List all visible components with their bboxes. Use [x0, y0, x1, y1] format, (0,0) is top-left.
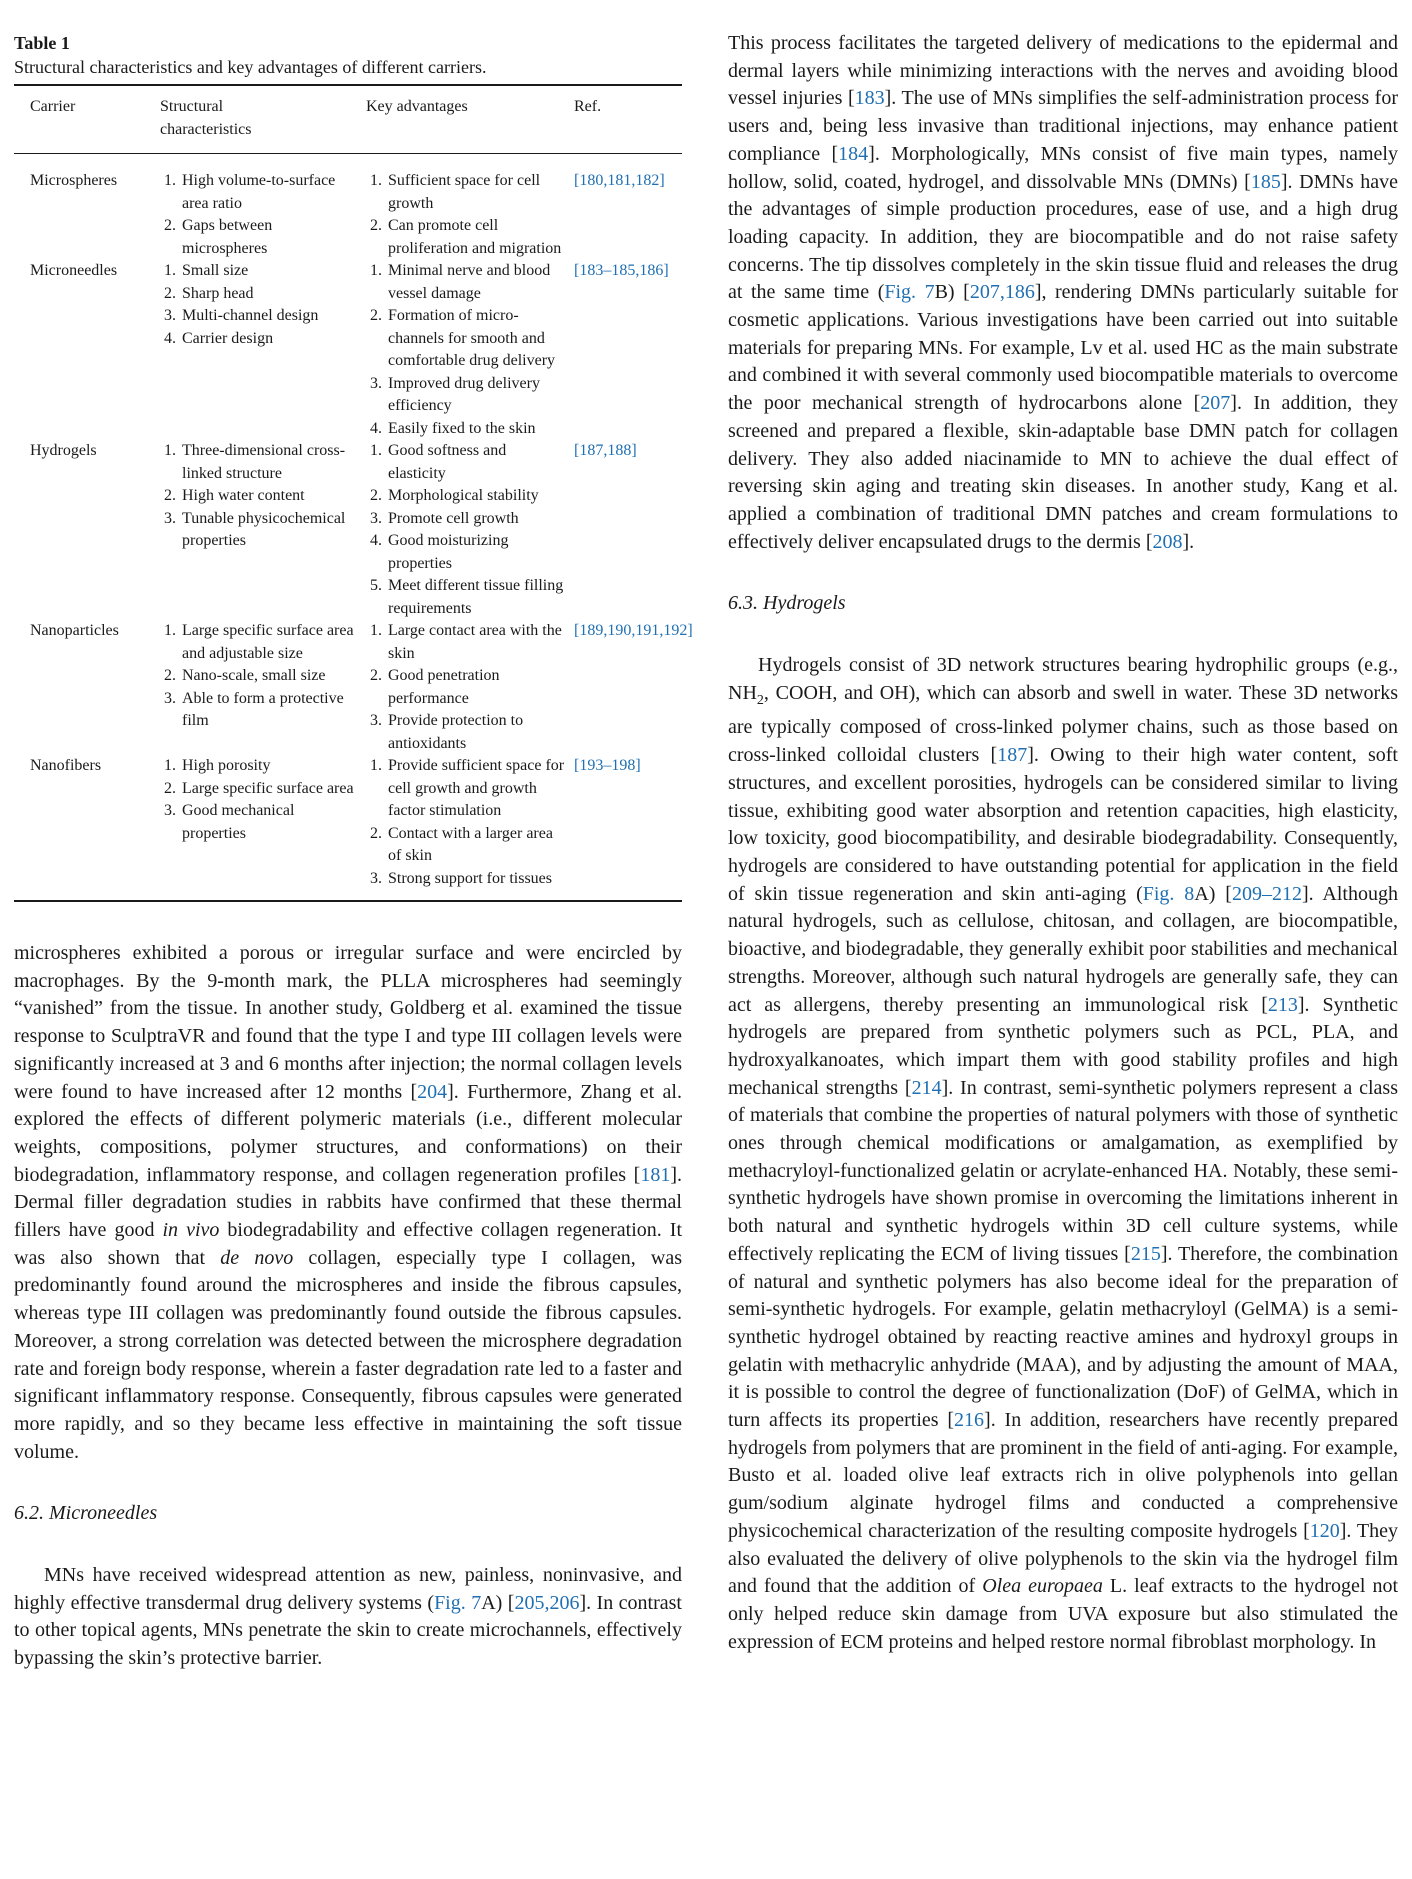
advantage-item: 1. Sufficient space for cell growth	[386, 170, 566, 215]
structural-list	[156, 620, 356, 733]
advantage-item: 2. Formation of micro-channels for smooth and comfortable drug delivery	[386, 305, 566, 373]
right-column	[728, 30, 1398, 1656]
ref-cell: [189,190,191,192]	[574, 622, 693, 639]
carrier-cell: Microneedles	[30, 262, 118, 279]
structural-item: 2. High water content	[180, 485, 356, 508]
structural-item: 3. Good mechanical properties	[180, 800, 356, 845]
ref-cell: [183–185,186]	[574, 262, 669, 279]
structural-item: 1. Large specific surface area and adjustable size	[180, 620, 356, 665]
advantage-item: 3. Strong support for tissues	[386, 868, 566, 891]
advantage-cell	[362, 154, 572, 261]
structural-item: 2. Nano-scale, small size	[180, 665, 356, 688]
table-caption: Structural characteristics and key advantages of different carriers.	[14, 57, 487, 77]
table-body	[14, 154, 693, 902]
advantage-item: 2. Can promote cell proliferation and migration	[386, 215, 566, 260]
structural-item: 2. Gaps between microspheres	[180, 215, 356, 260]
advantage-item: 2. Morphological stability	[386, 485, 566, 508]
advantage-item: 1. Provide sufficient space for cell growth and growth factor stimulation	[386, 755, 566, 823]
advantage-cell	[362, 440, 572, 620]
table-header-row	[14, 85, 682, 154]
carriers-table	[14, 84, 693, 902]
section-heading-microneedles: 6.2. Microneedles	[14, 1502, 158, 1525]
advantage-item: 2. Good penetration performance	[386, 665, 566, 710]
table-row	[14, 260, 682, 440]
structural-cell	[156, 440, 362, 620]
header-structural	[156, 85, 362, 154]
microneedles-continuation-paragraph: This process facilitates the targeted delivery of medications to the epidermal and dermal layers while minimizing interactions with the nerves and avoiding blood vessel injuries [183]. The use of MNs simplifies the self-administration process for users and, being less invasive than traditional injections, may enhance patient compliance [184]. Morphologically, MNs consist of five main types, namely hollow, solid, coated, hydrogel, and dissolvable MNs (DMNs) [185]. DMNs have the advantages of simple production procedures, ease of use, and a high drug loading capacity. In addition, they are biocompatible and do not raise safety concerns. The tip dissolves completely in the skin tissue fluid and releases the drug at the same time (Fig. 7B) [207,186], rendering DMNs particularly suitable for cosmetic applications. Various investigations have been carried out into suitable materials for preparing MNs. For example, Lv et al. used HC as the main substrate and combined it with several commonly used biocompatible materials to overcome the poor mechanical strength of hydrocarbons alone [207]. In addition, they screened and prepared a flexible, skin-adaptable base DMN patch for collagen delivery. They also added niacinamide to MN to achieve the dual effect of reversing skin aging and treating skin diseases. In another study, Kang et al. applied a combination of traditional DMN patches and cream formulations to effectively deliver encapsulated drugs to the dermis [208].	[728, 32, 1399, 553]
table-label: Table 1	[14, 33, 70, 53]
ref-cell: [180,181,182]	[574, 172, 665, 189]
ref-cell: [187,188]	[574, 442, 637, 459]
advantage-item: 4. Good moisturizing properties	[386, 530, 566, 575]
header-advantages: Key advantages	[362, 85, 572, 154]
continuation-paragraph: microspheres exhibited a porous or irregular surface and were encircled by macrophages. By the 9-month mark, the PLLA microspheres had seemingly “vanished” from the tissue. In another study, Goldberg et al. examined the tissue response to SculptraVR and found that the type I and type III collagen levels were significantly increased at 3 and 6 months after injection; the normal collagen levels were found to have increased after 12 months [204]. Furthermore, Zhang et al. explored the effects of different polymeric materials (i.e., different molecular weights, compositions, polymer structures, and conformations) on their biodegradation, inflammatory response, and collagen regeneration profiles [181]. Dermal filler degradation studies in rabbits have confirmed that these thermal fillers have good in vivo biodegradability and effective collagen regeneration. It was also shown that de novo collagen, especially type I collagen, was predominantly found around the microspheres and inside the fibrous capsules, whereas type III collagen was predominantly found outside the fibrous capsules. Moreover, a strong correlation was detected between the microsphere degradation rate and foreign body response, wherein a faster degradation rate led to a faster and significant inflammatory response. Consequently, fibrous capsules were generated more rapidly, and so they became less effective in maintaining the soft tissue volume.	[14, 942, 683, 1463]
advantage-list	[362, 170, 566, 260]
structural-cell	[156, 620, 362, 755]
header-ref: Ref.	[572, 85, 682, 154]
table-row	[14, 154, 682, 261]
structural-item: 1. High porosity	[180, 755, 356, 778]
microneedles-paragraph: MNs have received widespread attention as new, painless, noninvasive, and highly effective transdermal drug delivery systems (Fig. 7A) [205,206]. In contrast to other topical agents, MNs penetrate the skin to create microchannels, effectively bypassing the skin’s protective barrier.	[14, 1564, 682, 1670]
advantage-cell	[362, 620, 572, 755]
advantage-cell	[362, 260, 572, 440]
hydrogels-paragraph: Hydrogels consist of 3D network structures bearing hydrophilic groups (e.g., $NH_2$, COOH, and OH), which can absorb and swell in water. These 3D networks are typically composed of cross-linked polymer chains, such as those based on cross-linked colloidal clusters [187]. Owing to their high water content, soft structures, and excellent porosities, hydrogels can be considered similar to living tissue, exhibiting good water absorption and retention capacities, high elasticity, low toxicity, good biocompatibility, and desirable biodegradability. Consequently, hydrogels are considered to have outstanding potential for application in the field of skin tissue regeneration and skin anti-aging (Fig. 8A) [209–212]. Although natural hydrogels, such as cellulose, chitosan, and collagen, are biocompatible, bioactive, and biodegradable, they generally exhibit poor stabilities and mechanical strengths. Moreover, although such natural hydrogels are generally safe, they can act as allergens, thereby presenting an immunological risk [213]. Synthetic hydrogels are prepared from synthetic polymers such as PCL, PLA, and hydroxyalkanoates, which impart them with good stability profiles and high mechanical strengths [214]. In contrast, semi-synthetic polymers represent a class of materials that combine the properties of natural polymers with those of synthetic ones through chemical modifications or amalgamation, as exemplified by methacryloyl-functionalized gelatin or acrylate-enhanced HA. Notably, these semi-synthetic hydrogels have shown promise in overcoming the limitations inherent in both natural and synthetic hydrogels within 3D cell culture systems, while effectively replicating the ECM of living tissues [215]. Therefore, the combination of natural and synthetic polymers has also become ideal for the preparation of semi-synthetic hydrogels. For example, gelatin methacryloyl (GelMA) is a semi-synthetic hydrogel obtained by reacting reactive amines and hydroxyl groups in gelatin with methacrylic anhydride (MAA), and by adjusting the amount of MAA, it is possible to control the degree of functionalization (DoF) of GelMA, which in turn affects its properties [216]. In addition, researchers have recently prepared hydrogels from polymers that are prominent in the field of anti-aging. For example, Busto et al. loaded olive leaf extracts rich in olive polyphenols into gellan gum/sodium alginate hydrogel films and conducted a comprehensive physicochemical characterization of the resulting composite hydrogels [120]. They also evaluated the delivery of olive polyphenols to the skin via the hydrogel film and found that the addition of Olea europaea L. leaf extracts to the hydrogel not only helped reduce skin damage from UVA exposure but also stimulated the expression of ECM proteins and helped restore normal fibroblast morphology. In	[728, 654, 1399, 1653]
advantage-item: 1. Good softness and elasticity	[386, 440, 566, 485]
structural-item: 3. Able to form a protective film	[180, 688, 356, 733]
advantage-cell	[362, 755, 572, 901]
structural-item: 2. Large specific surface area	[180, 778, 356, 801]
table-row	[14, 440, 682, 620]
structural-item: 4. Carrier design	[180, 328, 356, 351]
structural-item: 2. Sharp head	[180, 283, 356, 306]
advantage-item: 1. Minimal nerve and blood vessel damage	[386, 260, 566, 305]
carrier-cell: Nanofibers	[30, 757, 102, 774]
structural-item: 3. Multi-channel design	[180, 305, 356, 328]
advantage-item: 1. Large contact area with the skin	[386, 620, 566, 665]
left-column	[14, 32, 693, 1673]
left-text-flow	[14, 940, 682, 1673]
carrier-cell: Nanoparticles	[30, 622, 119, 639]
header-structural-label: Structural characteristics	[160, 98, 252, 138]
advantage-item: 3. Provide protection to antioxidants	[386, 710, 566, 755]
header-carrier: Carrier	[14, 85, 156, 154]
advantage-item: 4. Easily fixed to the skin	[386, 418, 566, 441]
advantage-list	[362, 440, 566, 620]
structural-item: 1. High volume-to-surface area ratio	[180, 170, 356, 215]
advantage-list	[362, 260, 566, 440]
structural-cell	[156, 154, 362, 261]
advantage-list	[362, 620, 566, 755]
structural-list	[156, 260, 356, 350]
structural-list	[156, 755, 356, 845]
structural-cell	[156, 260, 362, 440]
carrier-cell: Microspheres	[30, 172, 118, 189]
advantage-item: 3. Promote cell growth	[386, 508, 566, 531]
advantage-list	[362, 755, 566, 890]
structural-item: 3. Tunable physicochemical properties	[180, 508, 356, 553]
section-heading-hydrogels: 6.3. Hydrogels	[728, 592, 846, 615]
table-row	[14, 620, 682, 755]
table-row	[14, 755, 682, 901]
structural-list	[156, 170, 356, 260]
ref-cell: [193–198]	[574, 757, 641, 774]
carrier-cell: Hydrogels	[30, 442, 97, 459]
structural-list	[156, 440, 356, 553]
structural-item: 1. Small size	[180, 260, 356, 283]
advantage-item: 3. Improved drug delivery efficiency	[386, 373, 566, 418]
structural-item: 1. Three-dimensional cross-linked structure	[180, 440, 356, 485]
structural-cell	[156, 755, 362, 901]
advantage-item: 2. Contact with a larger area of skin	[386, 823, 566, 868]
advantage-item: 5. Meet different tissue filling requirements	[386, 575, 566, 620]
